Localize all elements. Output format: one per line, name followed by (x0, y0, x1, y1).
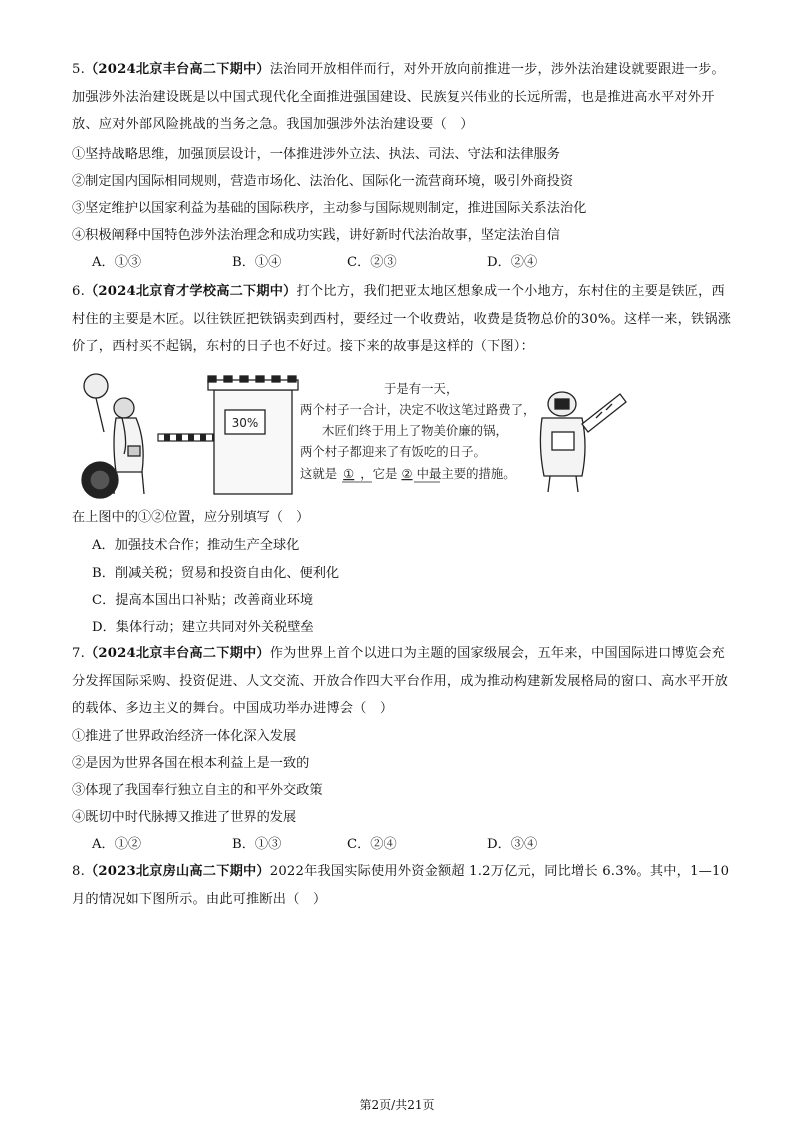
cartoon-caption-line-2: 两个村子一合计，决定不收这笔过路费了， (300, 402, 536, 417)
q6-option-c[interactable]: C．提高本国出口补贴；改善商业环境 (92, 593, 314, 608)
q5-option-a[interactable]: A．①③ (92, 255, 142, 270)
carpenter-figure-icon (540, 392, 626, 492)
q7-option-d[interactable]: D．③④ (487, 837, 538, 852)
q7-statement-2: ②是因为世界各国在根本利益上是一致的 (72, 756, 310, 771)
q5-statement-1: ①坚持战略思维，加强顶层设计，一体推进涉外立法、执法、司法、守法和法律服务 (72, 147, 560, 162)
q5-option-d[interactable]: D．②④ (487, 255, 538, 270)
cartoon-caption-line-1: 于是有一天， (384, 381, 459, 396)
toll-booth-icon (208, 376, 298, 494)
cartoon-caption-line-3: 木匠们终于用上了物美价廉的锅， (322, 423, 508, 438)
q6-option-d[interactable]: D．集体行动；建立共同对外关税壁垒 (92, 620, 314, 635)
blacksmith-figure-icon (82, 374, 144, 498)
q5-option-b[interactable]: B．①④ (232, 255, 282, 270)
blank-2: ② (401, 466, 413, 481)
question-7-stem: 7.（2024北京丰台高二下期中）作为世界上首个以进口为主题的国家级展会，五年来，中国国际进口博览会充分发挥国际采购、投资促进、人文交流、开放合作四大平台作用，成为推动构建新发展格局的窗口、高水平开放的载体、多边主义的舞台。中国成功举办进博会（ ） (72, 646, 728, 716)
question-5-stem: 5.（2024北京丰台高二下期中）法治同开放相伴而行，对外开放向前推进一步，涉外法治建设就要跟进一步。加强涉外法治建设既是以中国式现代化全面推进强国建设、民族复兴伟业的长远所需，也是推进高水平对外开放、应对外部风险挑战的当务之急。我国加强涉外法治建设要（ ） (72, 62, 725, 132)
toll-station-cartoon (72, 372, 632, 512)
toll-barrier-icon (158, 434, 216, 441)
q7-statement-4: ④既切中时代脉搏又推进了世界的发展 (72, 810, 297, 825)
q7-option-b[interactable]: B．①③ (232, 837, 282, 852)
q7-option-a[interactable]: A．①② (92, 837, 142, 852)
q7-statement-1: ①推进了世界政治经济一体化深入发展 (72, 729, 297, 744)
q5-statement-4: ④积极阐释中国特色涉外法治理念和成功实践，讲好新时代法治故事，坚定法治自信 (72, 228, 560, 243)
question-6-stem: 6.（2024北京育才学校高二下期中）打个比方，我们把亚太地区想象成一个小地方，东村住的主要是铁匠，西村住的主要是木匠。以往铁匠把铁锅卖到西村，要经过一个收费站，收费是货物总价的30%。这样一来，铁锅涨价了，西村买不起锅，东村的日子也不好过。接下来的故事是这样的（下图）： (72, 284, 732, 354)
page-footer: 第2页/共21页 (359, 1098, 435, 1112)
question-8-stem: 8.（2023北京房山高二下期中）2022年我国实际使用外资金额超 1.2万亿元，同比增长 6.3%。其中，1—10月的情况如下图所示。由此可推断出（ ） (72, 864, 730, 907)
q6-option-b[interactable]: B．削减关税；贸易和投资自由化、便利化 (92, 566, 340, 581)
toll-rate-label: 30% (231, 416, 259, 430)
cartoon-caption-line-5: 这就是 ① ，它是 ② 中最主要的措施。 (300, 466, 516, 481)
q6-prompt: 在上图中的①②位置，应分别填写（ ） (72, 510, 310, 525)
blank-1: ① (343, 466, 355, 481)
q5-statement-3: ③坚定维护以国家利益为基础的国际秩序，主动参与国际规则制定，推进国际关系法治化 (72, 201, 587, 216)
q7-statement-3: ③体现了我国奉行独立自主的和平外交政策 (72, 783, 323, 798)
q6-option-a[interactable]: A．加强技术合作；推动生产全球化 (92, 538, 300, 553)
cartoon-caption-line-4: 两个村子都迎来了有饭吃的日子。 (300, 444, 486, 459)
q5-option-c[interactable]: C．②③ (347, 255, 397, 270)
q5-statement-2: ②制定国内国际相同规则，营造市场化、法治化、国际化一流营商环境，吸引外商投资 (72, 174, 574, 189)
q7-option-c[interactable]: C．②④ (347, 837, 397, 852)
